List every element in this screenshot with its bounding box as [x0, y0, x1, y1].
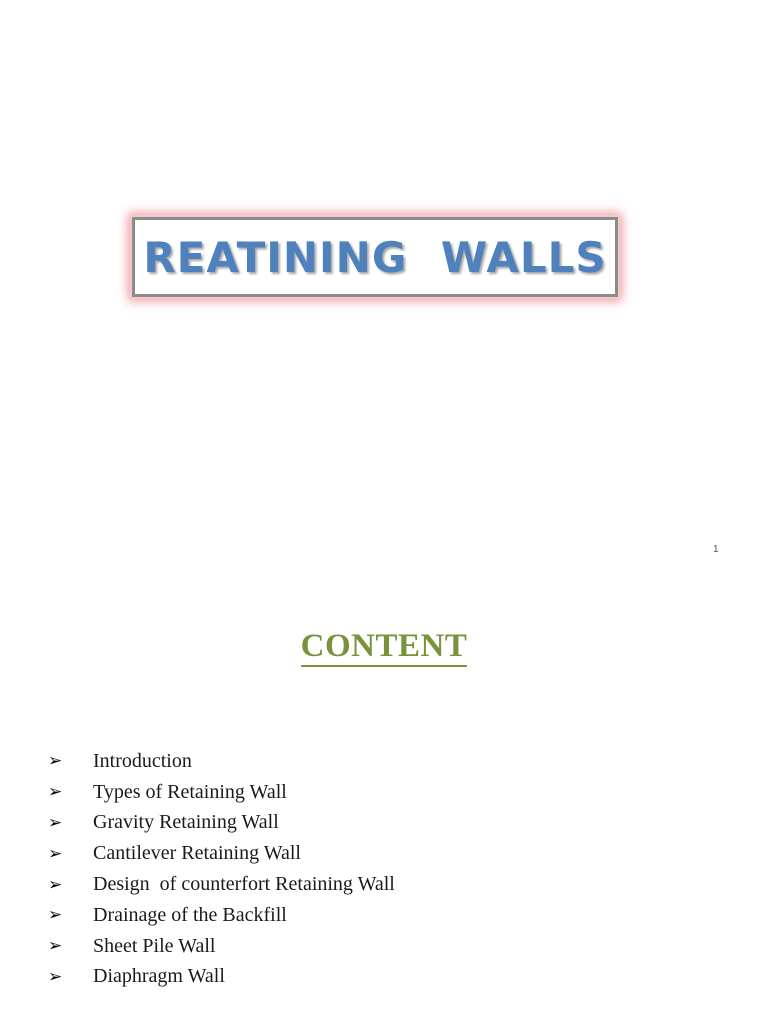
arrow-bullet-icon: ➢	[48, 905, 63, 926]
slide-title: REATINING WALLS	[143, 232, 607, 282]
list-item	[48, 746, 395, 777]
arrow-bullet-icon: ➢	[48, 751, 63, 772]
list-item-label: Cantilever Retaining Wall	[93, 842, 301, 865]
content-slide	[0, 570, 768, 1024]
title-box	[132, 217, 618, 297]
arrow-bullet-icon: ➢	[48, 782, 63, 803]
arrow-bullet-icon: ➢	[48, 843, 63, 864]
list-item-label: Diaphragm Wall	[93, 965, 225, 988]
list-item	[48, 900, 395, 931]
list-item-label: Sheet Pile Wall	[93, 934, 216, 957]
list-item	[48, 838, 395, 869]
arrow-bullet-icon: ➢	[48, 812, 63, 833]
list-item-label: Gravity Retaining Wall	[93, 811, 279, 834]
list-item	[48, 931, 395, 962]
list-item-label: Drainage of the Backfill	[93, 903, 287, 926]
toc-list	[48, 746, 395, 992]
list-item	[48, 808, 395, 839]
content-heading	[0, 628, 768, 665]
list-item	[48, 962, 395, 993]
page-number: 1	[713, 544, 719, 555]
list-item-label: Introduction	[93, 749, 192, 772]
list-item-label: Design of counterfort Retaining Wall	[93, 873, 395, 896]
arrow-bullet-icon: ➢	[48, 936, 63, 957]
list-item	[48, 869, 395, 900]
list-item-label: Types of Retaining Wall	[93, 780, 287, 803]
arrow-bullet-icon: ➢	[48, 966, 63, 987]
content-heading-text: CONTENT	[301, 628, 468, 667]
arrow-bullet-icon: ➢	[48, 874, 63, 895]
list-item	[48, 777, 395, 808]
